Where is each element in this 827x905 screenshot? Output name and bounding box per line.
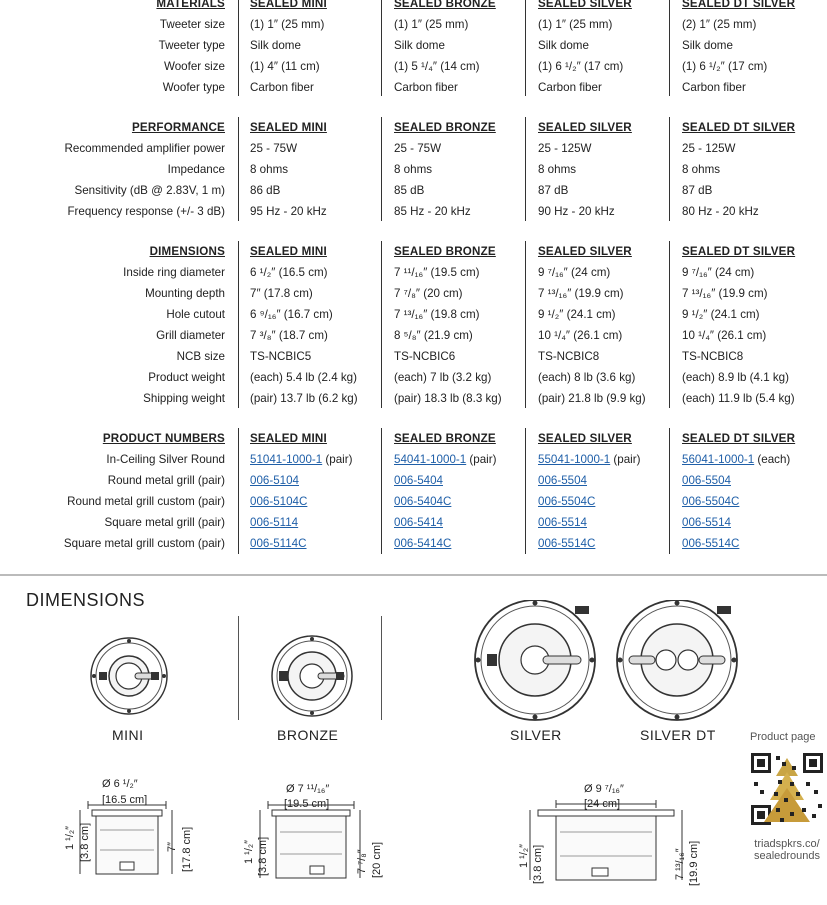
spec-row bbox=[0, 35, 827, 56]
product-numbers-header-row bbox=[0, 428, 827, 449]
spec-label: Mounting depth bbox=[145, 287, 225, 300]
column-divider bbox=[381, 428, 382, 554]
column-divider bbox=[525, 241, 526, 408]
spec-value: 8 ⁵/₈″ (21.9 cm) bbox=[394, 329, 473, 342]
pack-suffix: (each) bbox=[754, 453, 791, 466]
spec-value: 10 ¹/₄″ (26.1 cm) bbox=[682, 329, 767, 342]
spec-value: (1) 1″ (25 mm) bbox=[250, 18, 325, 31]
spec-row bbox=[0, 449, 827, 470]
silver-depth-metric: [19.9 cm] bbox=[688, 840, 700, 886]
column-divider bbox=[525, 0, 526, 96]
spec-row bbox=[0, 346, 827, 367]
spec-value: 85 dB bbox=[394, 184, 425, 197]
spec-value: 25 - 125W bbox=[682, 142, 736, 155]
speaker-side-profiles bbox=[0, 770, 740, 905]
spec-label: Sensitivity (dB @ 2.83V, 1 m) bbox=[74, 184, 225, 197]
spec-row bbox=[0, 283, 827, 304]
speaker-side-profile-icon bbox=[530, 800, 682, 880]
spec-value: Carbon fiber bbox=[250, 81, 314, 94]
silver-diameter-metric: [24 cm] bbox=[584, 798, 621, 810]
product-number-link[interactable]: 006-5504 bbox=[682, 474, 731, 487]
product-number-cell bbox=[538, 449, 640, 470]
spec-value: 87 dB bbox=[682, 184, 713, 197]
spec-value: 7 ¹³/₁₆″ (19.9 cm) bbox=[682, 287, 768, 300]
speaker-label-silver-dt: SILVER DT bbox=[640, 727, 716, 743]
column-divider bbox=[238, 117, 239, 221]
product-page-label: Product page bbox=[750, 731, 816, 743]
bronze-flange: 1 ¹/₂″ bbox=[243, 839, 255, 864]
bronze-depth: 7 ⁷/₈″ bbox=[356, 849, 368, 874]
spec-row bbox=[0, 491, 827, 512]
mini-depth: 7″ bbox=[166, 841, 178, 852]
speaker-label-bronze: BRONZE bbox=[277, 727, 339, 743]
spec-row bbox=[0, 159, 827, 180]
spec-value: 8 ohms bbox=[538, 163, 577, 176]
materials-heading: MATERIALS bbox=[156, 0, 225, 10]
qr-code-icon[interactable] bbox=[750, 752, 824, 826]
spec-row bbox=[0, 388, 827, 409]
spec-value: 9 ¹/₂″ (24.1 cm) bbox=[682, 308, 760, 321]
product-number-link[interactable]: 006-5514C bbox=[682, 537, 740, 550]
spec-value: (1) 1″ (25 mm) bbox=[394, 18, 469, 31]
silver-depth: 7 ¹³/₁₆″ bbox=[674, 848, 686, 880]
model-header-dt-silver: SEALED DT SILVER bbox=[682, 0, 796, 10]
spec-row bbox=[0, 262, 827, 283]
spec-label: Tweeter size bbox=[159, 18, 225, 31]
spec-label: Square metal grill (pair) bbox=[104, 516, 225, 529]
product-number-link[interactable]: 54041-1000-1 bbox=[394, 453, 467, 466]
spec-label: Round metal grill (pair) bbox=[107, 474, 225, 487]
spec-value: (pair) 18.3 lb (8.3 kg) bbox=[394, 392, 502, 405]
spec-label: Tweeter type bbox=[158, 39, 225, 52]
column-divider bbox=[525, 117, 526, 221]
spec-value: (1) 6 ¹/₂″ (17 cm) bbox=[538, 60, 624, 73]
mini-flange: 1 ¹/₂″ bbox=[64, 825, 76, 850]
product-number-link[interactable]: 006-5404 bbox=[394, 474, 443, 487]
speaker-label-mini: MINI bbox=[112, 727, 144, 743]
spec-label: Product weight bbox=[148, 371, 225, 384]
product-number-link[interactable]: 006-5104C bbox=[250, 495, 308, 508]
product-url-line-1: triadspkrs.co/ bbox=[754, 838, 820, 850]
spec-value: (2) 1″ (25 mm) bbox=[682, 18, 757, 31]
pack-suffix: (pair) bbox=[466, 453, 497, 466]
model-header-mini: SEALED MINI bbox=[250, 432, 327, 445]
bronze-diameter: Ø 7 ¹¹/₁₆″ bbox=[286, 783, 330, 795]
spec-value: Silk dome bbox=[682, 39, 733, 52]
dimensions-header-row bbox=[0, 241, 827, 262]
spec-row bbox=[0, 180, 827, 201]
column-divider bbox=[669, 0, 670, 96]
speaker-side-profile-icon bbox=[260, 801, 360, 878]
spec-value: Carbon fiber bbox=[682, 81, 746, 94]
spec-label: Woofer size bbox=[164, 60, 225, 73]
spec-value: 7 ³/₈″ (18.7 cm) bbox=[250, 329, 328, 342]
spec-value: 9 ⁷/₁₆″ (24 cm) bbox=[682, 266, 755, 279]
spec-label: In-Ceiling Silver Round bbox=[106, 453, 225, 466]
product-number-link[interactable]: 006-5414C bbox=[394, 537, 452, 550]
model-header-dt-silver: SEALED DT SILVER bbox=[682, 245, 796, 258]
spec-value: Silk dome bbox=[250, 39, 301, 52]
spec-label: Round metal grill custom (pair) bbox=[67, 495, 225, 508]
mini-diameter: Ø 6 ¹/₂″ bbox=[102, 778, 138, 790]
silver-diameter: Ø 9 ⁷/₁₆″ bbox=[584, 783, 624, 795]
spec-label: Frequency response (+/- 3 dB) bbox=[67, 205, 225, 218]
model-header-dt-silver: SEALED DT SILVER bbox=[682, 432, 796, 445]
speaker-front-icon bbox=[617, 600, 737, 720]
spec-value: (1) 1″ (25 mm) bbox=[538, 18, 613, 31]
spec-value: 85 Hz - 20 kHz bbox=[394, 205, 471, 218]
model-header-bronze: SEALED BRONZE bbox=[394, 245, 496, 258]
product-url-line-2: sealedrounds bbox=[753, 850, 821, 862]
spec-value: (1) 5 ¹/₄″ (14 cm) bbox=[394, 60, 480, 73]
spec-label: Inside ring diameter bbox=[123, 266, 225, 279]
spec-value: (1) 4″ (11 cm) bbox=[250, 60, 320, 73]
product-url[interactable] bbox=[748, 838, 826, 862]
spec-row bbox=[0, 56, 827, 77]
bronze-flange-metric: [3.8 cm] bbox=[257, 836, 269, 876]
column-divider bbox=[381, 0, 382, 96]
spec-value: (pair) 13.7 lb (6.2 kg) bbox=[250, 392, 358, 405]
model-header-silver: SEALED SILVER bbox=[538, 0, 632, 10]
spec-value: (each) 8.9 lb (4.1 kg) bbox=[682, 371, 789, 384]
spec-label: Hole cutout bbox=[166, 308, 225, 321]
speaker-front-icon bbox=[475, 600, 595, 720]
column-divider bbox=[238, 0, 239, 96]
spec-value: 25 - 75W bbox=[250, 142, 298, 155]
product-number-link[interactable]: 006-5114 bbox=[250, 516, 299, 529]
mini-diameter-metric: [16.5 cm] bbox=[102, 794, 148, 806]
spec-row bbox=[0, 304, 827, 325]
product-number-cell bbox=[250, 449, 352, 470]
spec-value: 7 ¹³/₁₆″ (19.9 cm) bbox=[538, 287, 624, 300]
spec-value: (each) 11.9 lb (5.4 kg) bbox=[682, 392, 795, 405]
model-header-silver: SEALED SILVER bbox=[538, 245, 632, 258]
spec-row bbox=[0, 138, 827, 159]
column-divider bbox=[381, 117, 382, 221]
product-number-link[interactable]: 006-5104 bbox=[250, 474, 299, 487]
spec-value: 6 ⁹/₁₆″ (16.7 cm) bbox=[250, 308, 333, 321]
spec-value: TS-NCBIC8 bbox=[538, 350, 600, 363]
spec-row bbox=[0, 512, 827, 533]
bronze-diameter-metric: [19.5 cm] bbox=[284, 798, 330, 810]
product-number-link[interactable]: 006-5514 bbox=[538, 516, 587, 529]
spec-label: Square metal grill custom (pair) bbox=[63, 537, 225, 550]
model-header-dt-silver: SEALED DT SILVER bbox=[682, 121, 796, 134]
section-divider bbox=[0, 574, 827, 576]
spec-value: 8 ohms bbox=[394, 163, 433, 176]
pack-suffix: (pair) bbox=[610, 453, 641, 466]
product-numbers-heading: PRODUCT NUMBERS bbox=[102, 432, 225, 445]
spec-row bbox=[0, 470, 827, 491]
spec-value: 8 ohms bbox=[682, 163, 721, 176]
product-number-link[interactable]: 006-5514 bbox=[682, 516, 731, 529]
spec-value: 7 ¹¹/₁₆″ (19.5 cm) bbox=[394, 266, 480, 279]
spec-label: Grill diameter bbox=[156, 329, 225, 342]
product-number-link[interactable]: 51041-1000-1 bbox=[250, 453, 323, 466]
spec-row bbox=[0, 367, 827, 388]
speaker-front-icon bbox=[91, 638, 167, 714]
column-divider bbox=[238, 428, 239, 554]
spec-value: 10 ¹/₄″ (26.1 cm) bbox=[538, 329, 623, 342]
spec-value: (pair) 21.8 lb (9.9 kg) bbox=[538, 392, 646, 405]
speaker-label-silver: SILVER bbox=[510, 727, 562, 743]
spec-value: 7 ⁷/₈″ (20 cm) bbox=[394, 287, 463, 300]
product-number-link[interactable]: 006-5504C bbox=[538, 495, 596, 508]
pack-suffix: (pair) bbox=[322, 453, 353, 466]
model-header-mini: SEALED MINI bbox=[250, 245, 327, 258]
silver-flange: 1 ¹/₂″ bbox=[518, 843, 530, 868]
spec-value: (1) 6 ¹/₂″ (17 cm) bbox=[682, 60, 768, 73]
model-header-mini: SEALED MINI bbox=[250, 0, 327, 10]
spec-value: Carbon fiber bbox=[394, 81, 458, 94]
product-number-cell bbox=[394, 449, 496, 470]
performance-heading: PERFORMANCE bbox=[131, 121, 225, 134]
column-divider bbox=[669, 241, 670, 408]
spec-value: TS-NCBIC8 bbox=[682, 350, 744, 363]
column-divider bbox=[381, 241, 382, 408]
mini-depth-metric: [17.8 cm] bbox=[181, 826, 193, 872]
speaker-side-profile-icon bbox=[80, 801, 172, 874]
column-divider bbox=[669, 428, 670, 554]
spec-row bbox=[0, 201, 827, 222]
spec-value: TS-NCBIC6 bbox=[394, 350, 456, 363]
product-number-link[interactable]: 55041-1000-1 bbox=[538, 453, 611, 466]
product-number-link[interactable]: 006-5414 bbox=[394, 516, 443, 529]
column-divider bbox=[669, 117, 670, 221]
dimensions-section-title: DIMENSIONS bbox=[26, 590, 146, 610]
spec-value: 7 ¹³/₁₆″ (19.8 cm) bbox=[394, 308, 480, 321]
model-header-bronze: SEALED BRONZE bbox=[394, 121, 496, 134]
speaker-front-icon bbox=[272, 636, 352, 716]
materials-header-row bbox=[0, 0, 827, 14]
product-number-link[interactable]: 006-5514C bbox=[538, 537, 596, 550]
spec-label: Shipping weight bbox=[143, 392, 225, 405]
silver-flange-metric: [3.8 cm] bbox=[532, 844, 544, 884]
performance-header-row bbox=[0, 117, 827, 138]
spec-value: Carbon fiber bbox=[538, 81, 602, 94]
model-header-mini: SEALED MINI bbox=[250, 121, 327, 134]
bronze-depth-metric: [20 cm] bbox=[371, 841, 383, 878]
product-number-link[interactable]: 006-5404C bbox=[394, 495, 452, 508]
spec-value: (each) 5.4 lb (2.4 kg) bbox=[250, 371, 357, 384]
spec-value: 87 dB bbox=[538, 184, 569, 197]
spec-label: NCB size bbox=[176, 350, 225, 363]
spec-label: Recommended amplifier power bbox=[64, 142, 225, 155]
spec-value: 25 - 75W bbox=[394, 142, 442, 155]
spec-value: 90 Hz - 20 kHz bbox=[538, 205, 615, 218]
spec-label: Impedance bbox=[167, 163, 225, 176]
product-number-link[interactable]: 006-5114C bbox=[250, 537, 307, 550]
spec-value: 9 ⁷/₁₆″ (24 cm) bbox=[538, 266, 611, 279]
spec-value: 25 - 125W bbox=[538, 142, 592, 155]
spec-row bbox=[0, 533, 827, 554]
spec-value: (each) 7 lb (3.2 kg) bbox=[394, 371, 492, 384]
spec-value: 9 ¹/₂″ (24.1 cm) bbox=[538, 308, 616, 321]
spec-value: 80 Hz - 20 kHz bbox=[682, 205, 759, 218]
product-number-link[interactable]: 56041-1000-1 bbox=[682, 453, 755, 466]
spec-value: 6 ¹/₂″ (16.5 cm) bbox=[250, 266, 328, 279]
model-header-bronze: SEALED BRONZE bbox=[394, 0, 496, 10]
model-header-silver: SEALED SILVER bbox=[538, 432, 632, 445]
spec-value: (each) 8 lb (3.6 kg) bbox=[538, 371, 636, 384]
spec-row bbox=[0, 77, 827, 98]
spec-row bbox=[0, 14, 827, 35]
product-number-link[interactable]: 006-5504C bbox=[682, 495, 740, 508]
product-number-cell bbox=[682, 449, 790, 470]
column-divider bbox=[238, 241, 239, 408]
spec-value: 8 ohms bbox=[250, 163, 289, 176]
spec-value: 7″ (17.8 cm) bbox=[250, 287, 313, 300]
spec-label: Woofer type bbox=[162, 81, 225, 94]
spec-value: Silk dome bbox=[538, 39, 589, 52]
product-number-link[interactable]: 006-5504 bbox=[538, 474, 587, 487]
model-header-silver: SEALED SILVER bbox=[538, 121, 632, 134]
spec-value: 86 dB bbox=[250, 184, 281, 197]
model-header-bronze: SEALED BRONZE bbox=[394, 432, 496, 445]
dimensions-heading: DIMENSIONS bbox=[149, 245, 225, 258]
spec-row bbox=[0, 325, 827, 346]
spec-value: TS-NCBIC5 bbox=[250, 350, 312, 363]
mini-flange-metric: [3.8 cm] bbox=[79, 822, 91, 862]
column-divider bbox=[525, 428, 526, 554]
spec-value: 95 Hz - 20 kHz bbox=[250, 205, 327, 218]
spec-value: Silk dome bbox=[394, 39, 445, 52]
